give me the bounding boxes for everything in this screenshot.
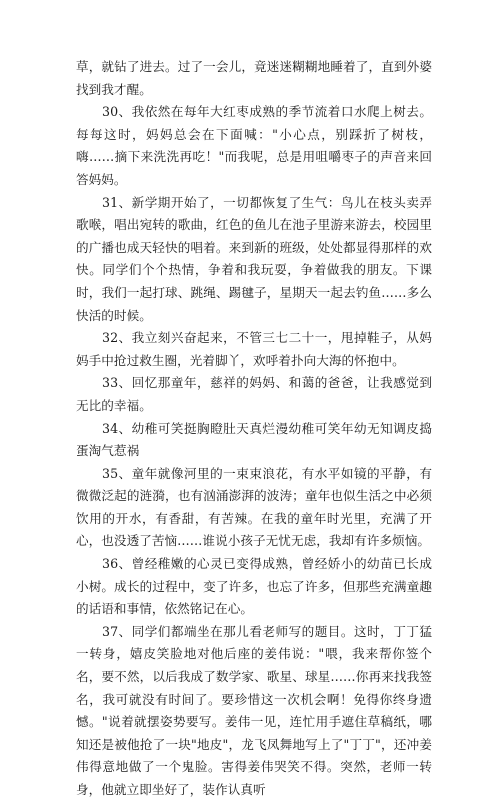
paragraph-33: 33、回忆那童年，慈祥的妈妈、和蔼的爸爸，让我感觉到无比的幸福。 — [76, 375, 432, 413]
paragraph-30: 30、我依然在每年大红枣成熟的季节流着口水爬上树去。每每这时，妈妈总会在下面喊："小心点，别踩折了树枝，嗨……摘下来洗洗再吃！"而我呢，总是用咀嚼枣子的声音来回答妈妈。 — [76, 104, 432, 187]
paragraph-36: 36、曾经稚嫩的心灵已变得成熟，曾经娇小的幼苗已长成小树。成长的过程中，变了许多，也忘了许多，但那些充满童趣的话语和事情，依然铭记在心。 — [76, 556, 432, 617]
article-body — [76, 56, 432, 802]
paragraph-continuation: 草，就钻了进去。过了一会儿，竟迷迷糊糊地睡着了，直到外婆找到我才醒。 — [76, 59, 432, 97]
paragraph-31: 31、新学期开始了，一切都恢复了生气：鸟儿在枝头卖弄歌喉，唱出宛转的歌曲，红色的鱼儿在池子里游来游去，校园里的广播也成天轻快的唱着。来到新的班级，处处都显得那样的欢快。同学们个个热情，争着和我玩耍，争着做我的朋友。下课时，我们一起打球、跳绳、踢毽子，星期天一起去钓鱼……多么快活的时候。 — [76, 194, 432, 323]
paragraph-37: 37、同学们都端坐在那儿看老师写的题目。这时，丁丁猛一转身，嬉皮笑脸地对他后座的姜伟说："喂，我来帮你签个名，要不然，以后我成了数学家、歌星、球星……你再来找我签名，我可就没有时间了。要珍惜这一次机会啊！免得你终身遗憾。"说着就摆姿势要写。姜伟一见，连忙用手遮住草稿纸，哪知还是被他抢了一块"地皮"，龙飞凤舞地写上了"丁丁"，还冲姜伟得意地做了一个鬼脸。害得姜伟哭笑不得。突然，老师一转身，他就立即坐好了，装作认真听 — [76, 623, 432, 797]
paragraph-35: 35、童年就像河里的一束束浪花，有水平如镜的平静，有微微泛起的涟漪，也有汹涌澎湃的波涛；童年也似生活之中必须饮用的开水，有香甜，有苦辣。在我的童年时光里，充满了开心，也没透了苦恼……谁说小孩子无忧无虑，我却有许多烦恼。 — [76, 465, 432, 549]
paragraph-32: 32、我立刻兴奋起来，不管三七二十一，甩掉鞋子，从妈妈手中抢过救生圈，光着脚丫，欢呼着扑向大海的怀抱中。 — [76, 330, 432, 368]
paragraph-34: 34、幼稚可笑挺胸瞪肚天真烂漫幼稚可笑年幼无知调皮捣蛋淘气惹祸 — [76, 420, 432, 459]
